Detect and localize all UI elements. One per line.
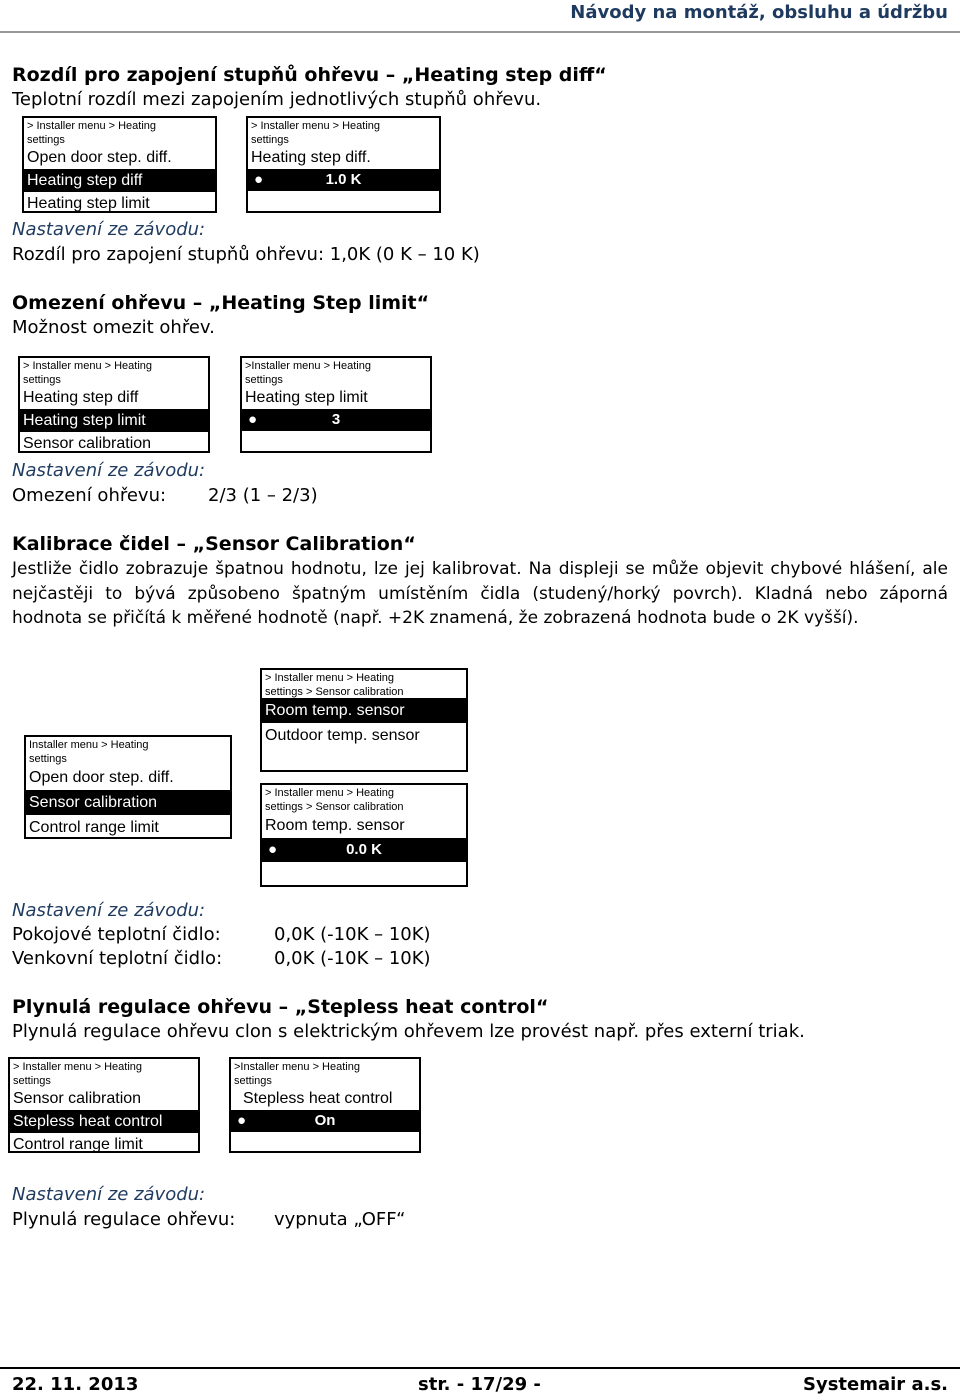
section-description: Teplotní rozdíl mezi zapojením jednotlivých stupňů ohřevu. [12,89,542,110]
factory-settings-label: Nastavení ze závodu: [12,900,206,921]
lcd-value: 1.0 K [325,171,362,188]
lcd-menu-item-selected: Heating step diff [24,169,215,192]
lcd-path: Installer menu > Heating [29,739,149,751]
section-title-heating-step-limit: Omezení ohřevu – „Heating Step limit“ [12,292,430,314]
lcd-value-bar [248,169,439,191]
bullet-icon: ● [268,841,278,858]
lcd-menu-item: Control range limit [13,1136,143,1153]
lcd-path: settings > Sensor calibration [265,801,404,813]
bullet-icon: ● [254,171,264,188]
lcd-menu-screen [18,356,210,453]
section-paragraph: Jestliže čidlo zobrazuje špatnou hodnotu, lze jej kalibrovat. Na displeji se může objevit chybové hlášení, ale nejčastěji to bývá způsobeno špatným umístěním čidla (studený/horký povrch). Kladná nebo záporná hodnota se přičítá k měřené hodnotě (např. +2K znamená, že zobrazená hodnota bude o 2K vyšší). [12,559,948,628]
lcd-menu-item: Sensor calibration [23,435,152,452]
factory-settings-label: Nastavení ze závodu: [12,219,206,240]
footer-rule [0,1367,960,1369]
lcd-menu-item: Heating step diff [23,389,139,406]
footer-page-number: str. - 17/29 - [418,1374,541,1395]
lcd-value-bar [231,1110,419,1132]
lcd-value-screen [229,1057,421,1153]
lcd-path: settings [245,374,283,386]
lcd-menu-item: Open door step. diff. [27,149,172,166]
section-title-heating-step-diff: Rozdíl pro zapojení stupňů ohřevu – „Heating step diff“ [12,64,607,86]
lcd-value-bar [262,838,466,862]
lcd-setting-title: Stepless heat control [243,1090,393,1107]
section-description: Možnost omezit ohřev. [12,317,215,338]
factory-setting-label: Venkovní teplotní čidlo: [12,948,223,969]
lcd-menu-screen [260,668,468,772]
factory-setting-label: Pokojové teplotní čidlo: [12,924,221,945]
factory-setting-value: vypnuta „OFF“ [274,1209,406,1230]
lcd-menu-screen [8,1057,200,1153]
lcd-path: > Installer menu > Heating [23,360,153,372]
header-rule [0,31,960,33]
document-header: Návody na montáž, obsluhu a údržbu [570,2,948,23]
lcd-menu-screen [22,116,217,213]
lcd-path: settings [234,1075,272,1087]
lcd-menu-item-selected: Stepless heat control [10,1110,198,1133]
section-description: Plynulá regulace ohřevu clon s elektrickým ohřevem lze provést např. přes externí triak. [12,1021,805,1042]
factory-setting-value: 0,0K (-10K – 10K) [274,924,431,945]
factory-setting-line: Rozdíl pro zapojení stupňů ohřevu: 1,0K (0 K – 10 K) [12,244,480,265]
lcd-setting-title: Heating step diff. [251,149,371,166]
lcd-value: On [314,1112,336,1129]
lcd-path: settings [13,1075,51,1087]
lcd-setting-title: Heating step limit [245,389,368,406]
lcd-value-screen [246,116,441,213]
lcd-path: settings [27,134,65,146]
lcd-value-bar [242,409,430,431]
lcd-value-screen [240,356,432,453]
lcd-path: > Installer menu > Heating [27,120,157,132]
lcd-path: settings [23,374,61,386]
lcd-menu-item-selected: Heating step limit [20,409,208,432]
lcd-value: 3 [331,411,341,428]
lcd-menu-item: Control range limit [29,819,159,836]
bullet-icon: ● [237,1112,247,1129]
lcd-menu-item-selected: Sensor calibration [26,790,230,815]
footer-date: 22. 11. 2013 [12,1374,139,1395]
lcd-menu-item: Sensor calibration [13,1090,142,1107]
factory-setting-value: 0,0K (-10K – 10K) [274,948,431,969]
section-title-stepless-heat-control: Plynulá regulace ohřevu – „Stepless heat control“ [12,996,549,1018]
lcd-menu-screen [24,735,232,839]
factory-settings-label: Nastavení ze závodu: [12,1184,206,1205]
factory-settings-label: Nastavení ze závodu: [12,460,206,481]
section-title-sensor-calibration: Kalibrace čidel – „Sensor Calibration“ [12,533,416,555]
lcd-path: > Installer menu > Heating [265,787,395,799]
lcd-value-screen [260,783,468,887]
lcd-menu-item: Outdoor temp. sensor [265,727,420,744]
lcd-path: > Installer menu > Heating [265,672,395,684]
bullet-icon: ● [248,411,258,428]
lcd-menu-item: Heating step limit [27,195,150,212]
lcd-path: >Installer menu > Heating [245,360,371,372]
lcd-path: settings [251,134,289,146]
factory-setting-label: Plynulá regulace ohřevu: [12,1209,236,1230]
footer-company: Systemair a.s. [803,1374,948,1395]
lcd-setting-title: Room temp. sensor [265,817,405,834]
factory-setting-label: Omezení ohřevu: [12,485,167,506]
lcd-path: > Installer menu > Heating [251,120,381,132]
lcd-path: > Installer menu > Heating [13,1061,143,1073]
lcd-menu-item: Open door step. diff. [29,769,174,786]
factory-setting-value: 2/3 (1 – 2/3) [208,485,318,506]
lcd-menu-item-selected: Room temp. sensor [262,698,466,723]
lcd-value: 0.0 K [346,841,382,858]
lcd-path: settings > Sensor calibration [265,686,404,698]
lcd-path: >Installer menu > Heating [234,1061,360,1073]
lcd-path: settings [29,753,67,765]
